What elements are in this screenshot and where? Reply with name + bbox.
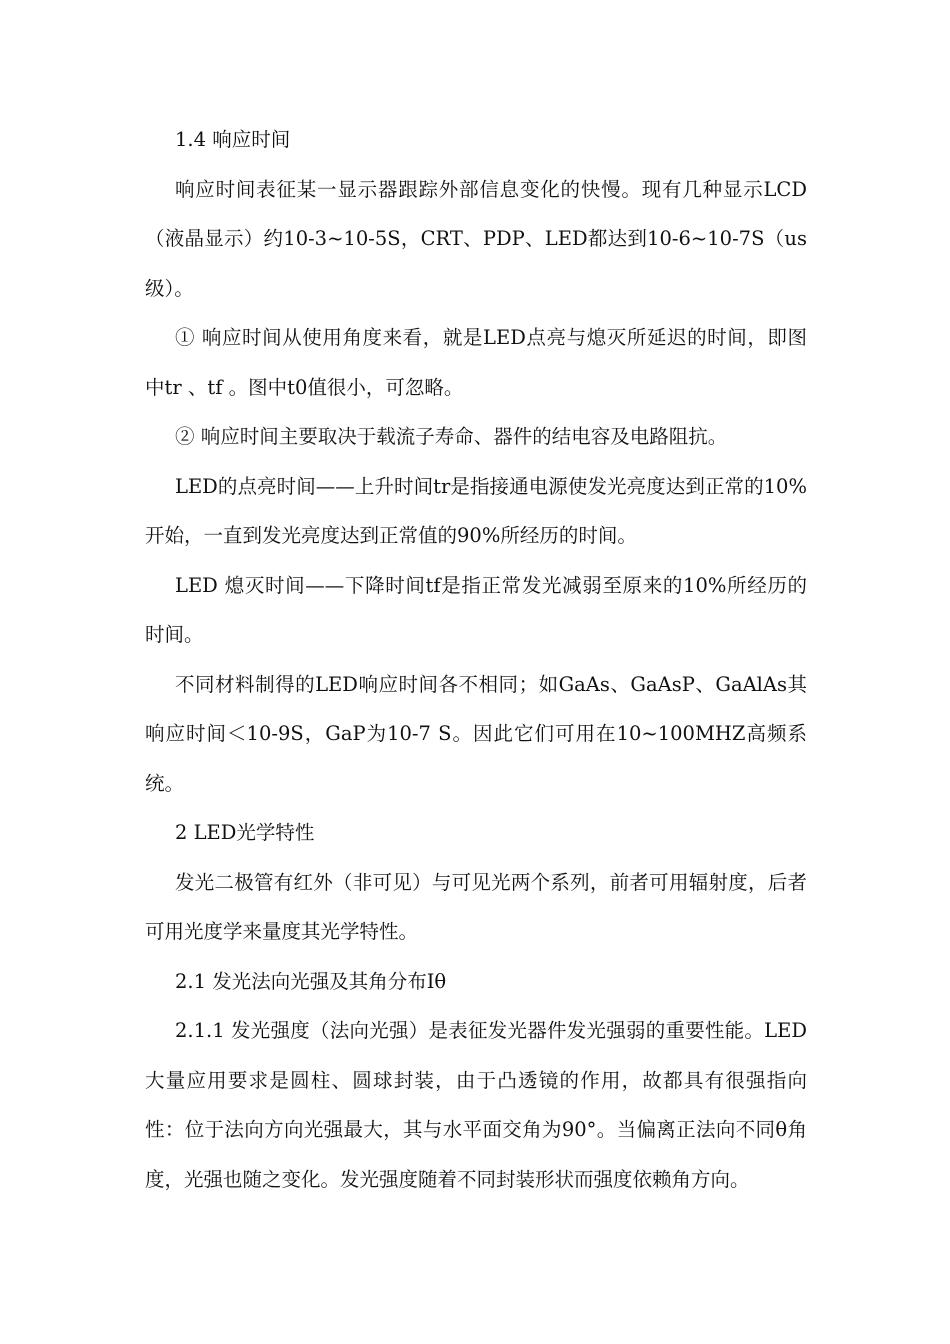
paragraph-optical-series: 发光二极管有红外（非可见）与可见光两个系列，前者可用辐射度，后者可用光度学来量度其光学特性。 [145,870,807,943]
section-heading-2: 2 LED光学特性 [175,821,315,844]
paragraph-rise-time: LED的点亮时间——上升时间tr是指接通电源使发光亮度达到正常的10%开始，一直到发光亮度达到正常值的90%所经历的时间。 [145,474,807,547]
section-heading-1-4: 1.4 响应时间 [175,128,291,151]
paragraph-materials: 不同材料制得的LED响应时间各不相同；如GaAs、GaAsP、GaAlAs其响应时间＜10-9S，GaP为10-7 S。因此它们可用在10~100MHZ高频系统。 [145,672,807,795]
paragraph-response-time-definition: 响应时间表征某一显示器跟踪外部信息变化的快慢。现有几种显示LCD（液晶显示）约10-3~10-5S，CRT、PDP、LED都达到10-6~10-7S（us级）。 [145,177,807,300]
document-body [145,115,807,1204]
paragraph-point-1: ① 响应时间从使用角度来看，就是LED点亮与熄灭所延迟的时间，即图中tr 、tf 。图中t0值很小，可忽略。 [145,326,807,399]
paragraph-2-1-1: 2.1.1 发光强度（法向光强）是表征发光器件发光强弱的重要性能。LED大量应用要求是圆柱、圆球封装，由于凸透镜的作用，故都具有很强指向性：位于法向方向光强最大，其与水平面交角为90°。当偏离正法向不同θ角度，光强也随之变化。发光强度随着不同封装形状而强度依赖角方向。 [145,1019,807,1191]
section-heading-2-1: 2.1 发光法向光强及其角分布Iθ [175,969,447,993]
paragraph-point-2: ② 响应时间主要取决于载流子寿命、器件的结电容及电路阻抗。 [175,425,728,448]
paragraph-fall-time: LED 熄灭时间——下降时间tf是指正常发光减弱至原来的10%所经历的时间。 [145,573,807,646]
